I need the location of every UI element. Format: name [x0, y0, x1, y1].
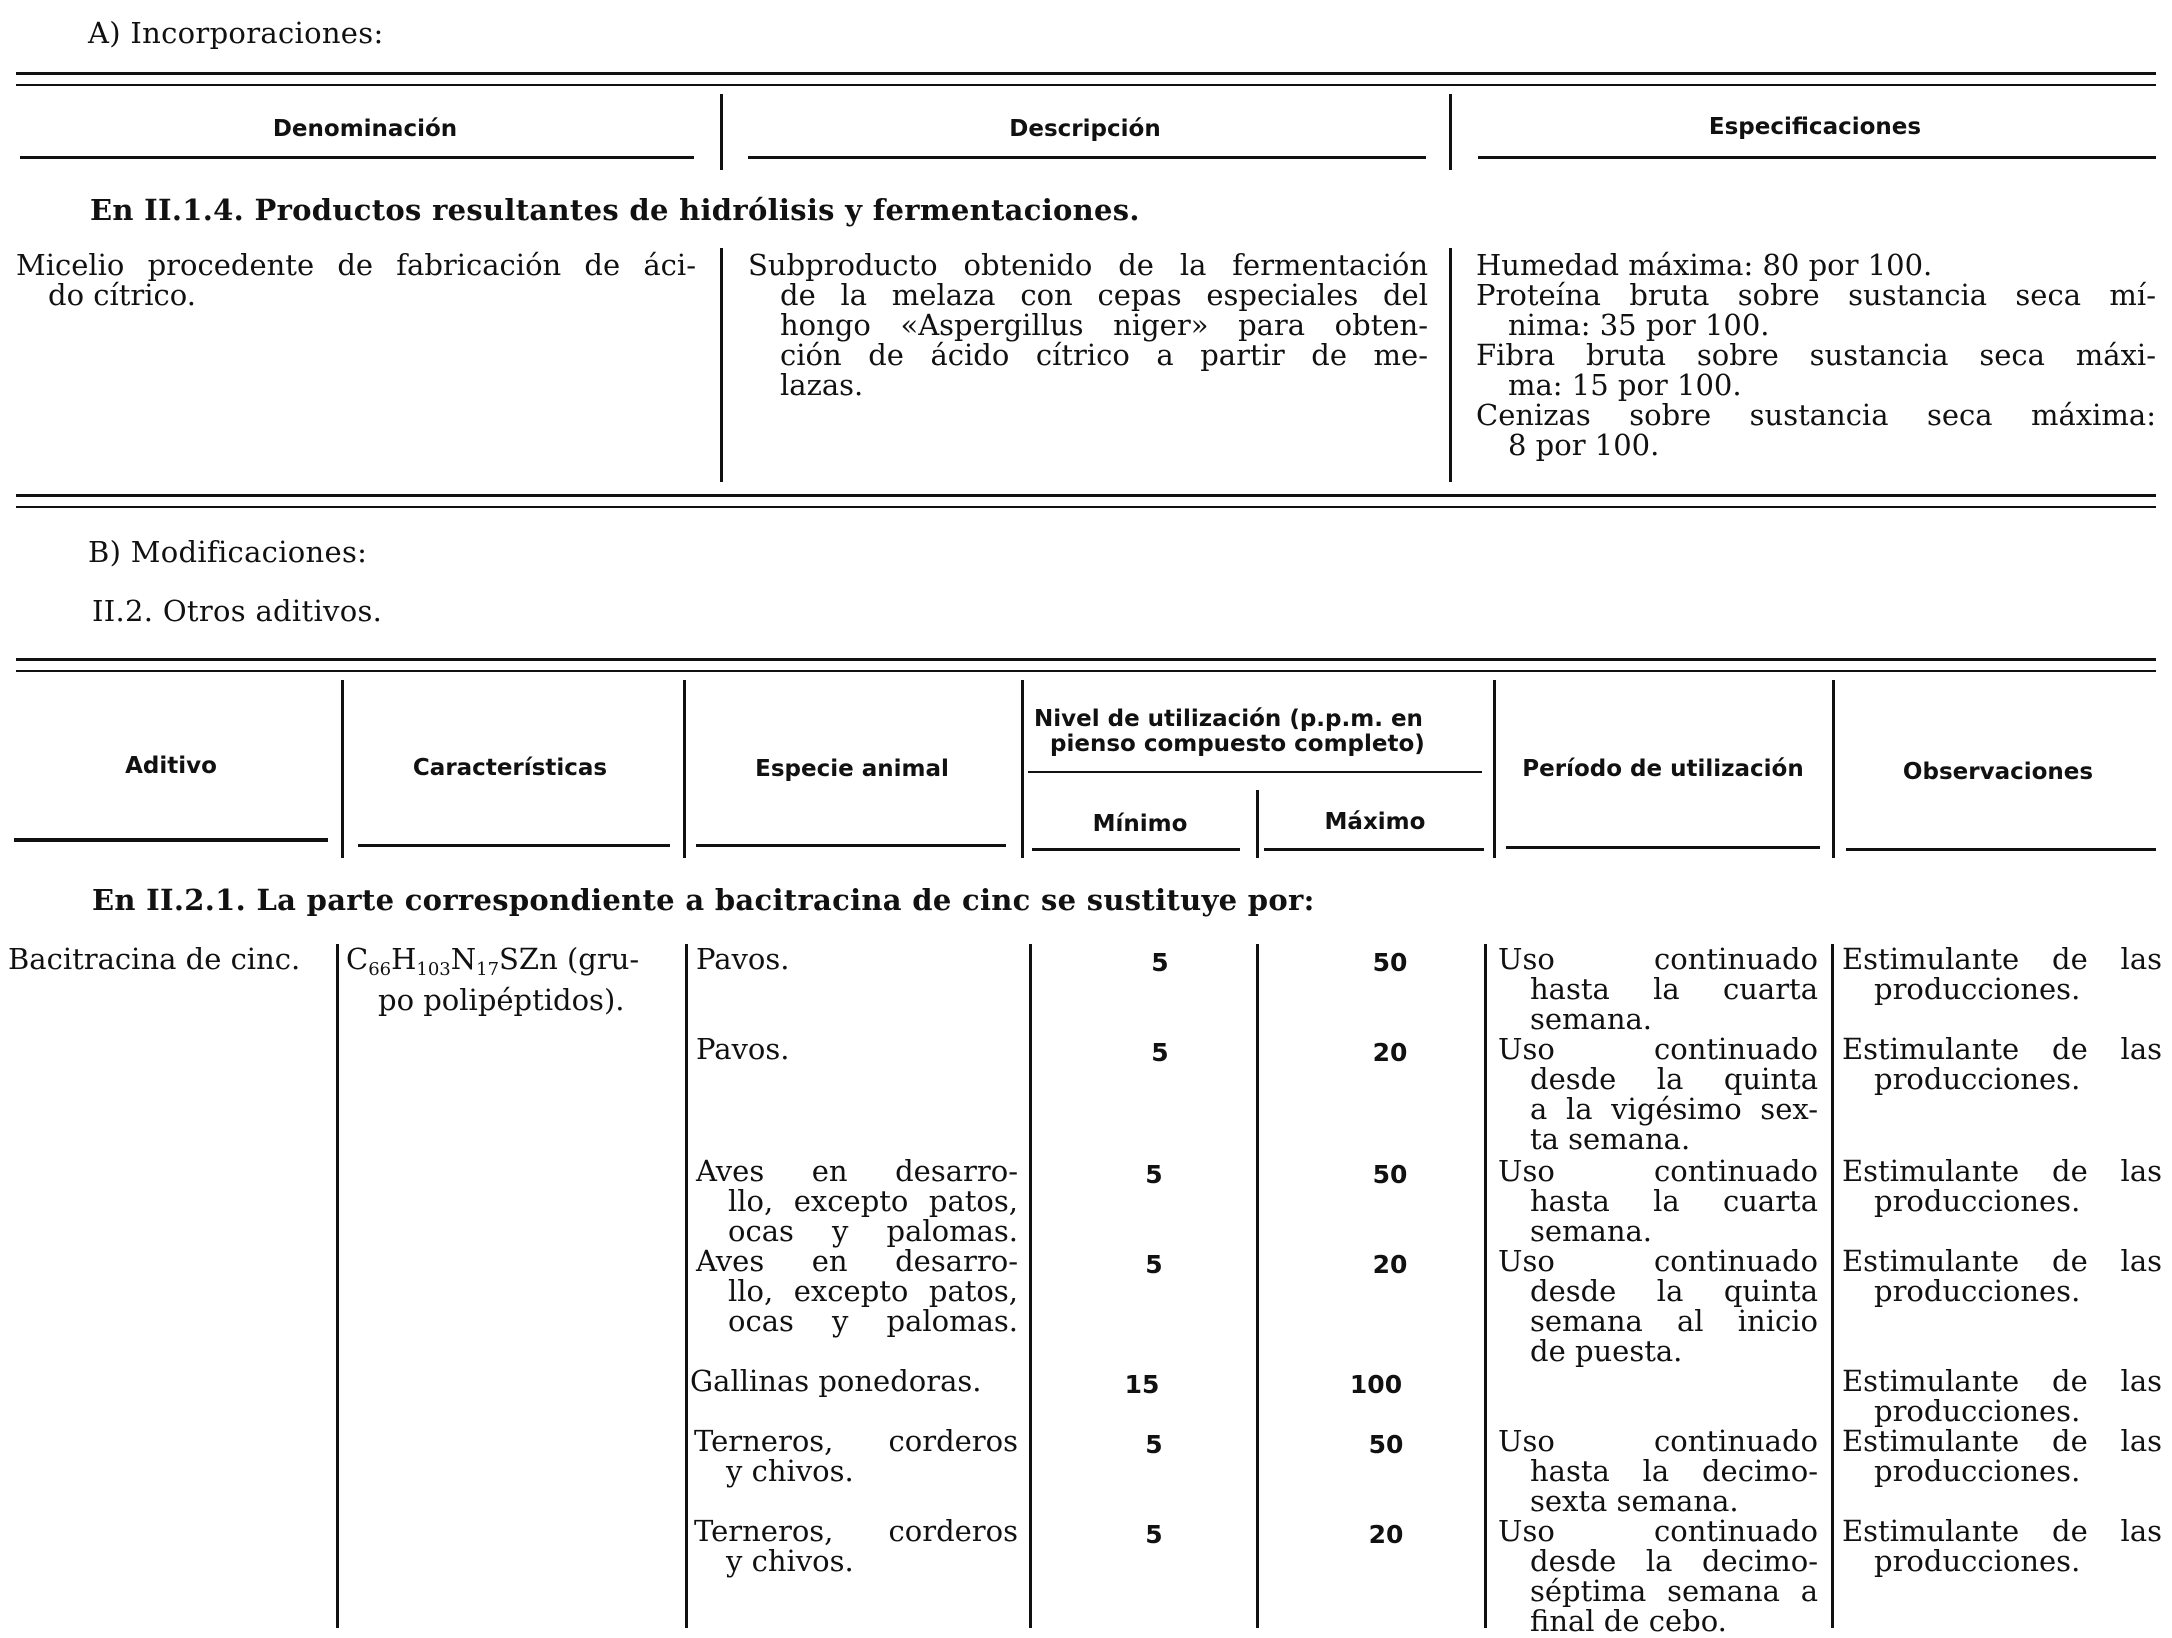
rule-a-head-3 [1478, 156, 2156, 159]
text-line: a la vigésimo sex- [1530, 1092, 1818, 1126]
row5-especie [690, 1366, 1018, 1396]
cell-denominacion [16, 250, 696, 310]
text-line: producciones. [1874, 1454, 2081, 1488]
divider-b-h5 [1493, 680, 1496, 858]
header-maximo: Máximo [1324, 809, 1426, 835]
text-line: de la melaza con cepas especiales del [780, 278, 1428, 312]
row7-periodo [1498, 1516, 1818, 1636]
rule-b-top-1 [16, 658, 2156, 661]
text-line: Subproducto obtenido de la fermentación [748, 248, 1428, 282]
section-b-subsection: En II.2.1. La parte correspondiente a bacitracina de cinc se sustituye por: [92, 883, 1315, 917]
text-line: Bacitracina de cinc. [8, 942, 301, 976]
divider-b-h6 [1832, 680, 1835, 858]
rule-b-head-1 [14, 838, 328, 842]
text-line: do cítrico. [48, 278, 196, 312]
divider-b-b6 [1831, 944, 1834, 1628]
row2-especie [696, 1034, 1018, 1064]
formula-n-sub: 17 [476, 959, 500, 980]
row3-max: 50 [1372, 1160, 1408, 1189]
text-line: producciones. [1874, 1184, 2081, 1218]
text-line: ma: 15 por 100. [1508, 368, 1742, 402]
text-line: y chivos. [726, 1544, 854, 1578]
text-line: semana al inicio [1530, 1304, 1818, 1338]
formula-n: N [450, 942, 477, 976]
row6-min: 5 [1145, 1430, 1163, 1459]
text-line: Estimulante de las [1842, 1514, 2162, 1548]
rule-b-head-5 [1264, 848, 1484, 851]
header-especie: Especie animal [755, 756, 949, 782]
divider-b-b4 [1256, 944, 1259, 1628]
row1-especie [696, 944, 1018, 974]
text-line: séptima semana a [1530, 1574, 1818, 1608]
text-line: po polipéptidos). [378, 983, 625, 1017]
text-line: de puesta. [1530, 1334, 1683, 1368]
row6-periodo [1498, 1426, 1818, 1516]
text-line: Uso continuado [1498, 1032, 1818, 1066]
text-line: Estimulante de las [1842, 1032, 2162, 1066]
cell-especificaciones [1476, 250, 2156, 460]
row4-max: 20 [1372, 1250, 1408, 1279]
header-periodo: Período de utilización [1522, 756, 1804, 782]
row5-max: 100 [1349, 1370, 1403, 1399]
text-line: producciones. [1874, 1544, 2081, 1578]
text-line: Estimulante de las [1842, 1424, 2162, 1458]
row1-max: 50 [1372, 948, 1408, 977]
text-line: producciones. [1874, 1394, 2081, 1428]
header-caracteristicas: Características [412, 755, 608, 781]
cell-aditivo [8, 944, 338, 974]
header-minimo: Mínimo [1092, 811, 1188, 837]
divider-a-h1 [720, 94, 723, 170]
rule-a-head-2 [748, 156, 1426, 159]
cell-descripcion [748, 250, 1428, 400]
text-line: nima: 35 por 100. [1508, 308, 1770, 342]
rule-b-head-3 [696, 844, 1006, 847]
row4-obs [1842, 1246, 2162, 1306]
section-a-title: A) Incorporaciones: [88, 16, 384, 50]
rule-b-head-6 [1506, 846, 1820, 849]
text-line: sexta semana. [1530, 1484, 1739, 1518]
divider-b-h2 [683, 680, 686, 858]
divider-b-b3 [1029, 944, 1032, 1628]
row1-obs [1842, 944, 2162, 1004]
rule-b-head-7 [1846, 848, 2156, 851]
header-especificaciones: Especificaciones [1708, 114, 1922, 140]
row7-especie [694, 1516, 1018, 1576]
text-line: Estimulante de las [1842, 1154, 2162, 1188]
divider-b-b1 [336, 944, 339, 1628]
row6-max: 50 [1368, 1430, 1404, 1459]
divider-b-b2 [685, 944, 688, 1628]
text-line: producciones. [1874, 1274, 2081, 1308]
row2-periodo [1498, 1034, 1818, 1154]
row3-periodo [1498, 1156, 1818, 1246]
text-line: Uso continuado [1498, 1424, 1818, 1458]
rule-a-bottom-2 [16, 506, 2156, 508]
rule-a-bottom-1 [16, 494, 2156, 497]
text-line: Cenizas sobre sustancia seca máxima: [1476, 398, 2156, 432]
header-aditivo: Aditivo [125, 753, 217, 779]
text-line: Uso continuado [1498, 1514, 1818, 1548]
text-line: hasta la decimo- [1530, 1454, 1818, 1488]
row6-especie [694, 1426, 1018, 1486]
header-descripcion: Descripción [1009, 116, 1161, 142]
text-line: llo, excepto patos, [728, 1184, 1018, 1218]
row2-obs [1842, 1034, 2162, 1094]
text-line: y chivos. [726, 1454, 854, 1488]
text-line: desde la decimo- [1530, 1544, 1818, 1578]
divider-b-h3 [1021, 680, 1024, 858]
rule-b-head-4 [1032, 848, 1240, 851]
text-line: Estimulante de las [1842, 942, 2162, 976]
divider-b-b5 [1484, 944, 1487, 1628]
formula-h: H [391, 942, 417, 976]
text-line: Pavos. [696, 942, 790, 976]
text-line: hasta la cuarta [1530, 972, 1818, 1006]
rule-b-top-2 [16, 670, 2156, 672]
text-line: Uso continuado [1498, 942, 1818, 976]
text-line: Uso continuado [1498, 1244, 1818, 1278]
formula-rest: SZn (gru- [499, 942, 640, 976]
header-nivel-line2: pienso compuesto completo) [1050, 731, 1425, 757]
rule-nivel-split [1028, 771, 1482, 773]
rule-b-head-2 [358, 844, 670, 847]
rule-a-top-1 [16, 72, 2156, 75]
text-line: Micelio procedente de fabricación de áci- [16, 248, 696, 282]
rule-a-top-2 [16, 84, 2156, 86]
text-line: hasta la cuarta [1530, 1184, 1818, 1218]
header-nivel-line1: Nivel de utilización (p.p.m. en [1034, 706, 1423, 732]
text-line: Fibra bruta sobre sustancia seca máxi- [1476, 338, 2156, 372]
text-line: ta semana. [1530, 1122, 1691, 1156]
text-line: semana. [1530, 1002, 1653, 1036]
header-observaciones: Observaciones [1902, 759, 2094, 785]
text-line: Aves en desarro- [696, 1154, 1018, 1188]
text-line: llo, excepto patos, [728, 1274, 1018, 1308]
text-line: producciones. [1874, 1062, 2081, 1096]
rule-a-head-1 [20, 156, 694, 159]
cell-caracteristicas [346, 944, 686, 1015]
divider-b-h1 [341, 680, 344, 858]
row3-especie [696, 1156, 1018, 1246]
text-line: Gallinas ponedoras. [690, 1364, 982, 1398]
row7-max: 20 [1368, 1520, 1404, 1549]
text-line: semana. [1530, 1214, 1653, 1248]
text-line: producciones. [1874, 972, 2081, 1006]
divider-a-b2 [1449, 248, 1452, 482]
text-line: Humedad máxima: 80 por 100. [1476, 248, 1933, 282]
text-line: desde la quinta [1530, 1062, 1818, 1096]
text-line: Estimulante de las [1842, 1244, 2162, 1278]
text-line: lazas. [780, 368, 864, 402]
divider-b-h4 [1256, 790, 1259, 858]
row1-min: 5 [1151, 948, 1169, 977]
formula-h-sub: 103 [416, 959, 451, 980]
text-line: desde la quinta [1530, 1274, 1818, 1308]
section-b-subtitle: II.2. Otros aditivos. [92, 594, 383, 628]
formula [346, 944, 686, 985]
row4-periodo [1498, 1246, 1818, 1366]
text-line: final de cebo. [1530, 1604, 1727, 1638]
text-line: Pavos. [696, 1032, 790, 1066]
text-line: ocas y palomas. [728, 1304, 1018, 1338]
text-line: Proteína bruta sobre sustancia seca mí- [1476, 278, 2156, 312]
text-line: 8 por 100. [1508, 428, 1660, 462]
text-line: Uso continuado [1498, 1154, 1818, 1188]
row4-min: 5 [1145, 1250, 1163, 1279]
row1-periodo [1498, 944, 1818, 1034]
text-line: Aves en desarro- [696, 1244, 1018, 1278]
header-denominacion: Denominación [272, 116, 458, 142]
row7-obs [1842, 1516, 2162, 1576]
row5-min: 15 [1124, 1370, 1160, 1399]
row3-min: 5 [1145, 1160, 1163, 1189]
text-line: ción de ácido cítrico a partir de me- [780, 338, 1428, 372]
row2-min: 5 [1151, 1038, 1169, 1067]
text-line: hongo «Aspergillus niger» para obten- [780, 308, 1428, 342]
row3-obs [1842, 1156, 2162, 1216]
row4-especie [696, 1246, 1018, 1336]
divider-a-h2 [1449, 94, 1452, 170]
row5-obs [1842, 1366, 2162, 1426]
section-b-title: B) Modificaciones: [88, 535, 368, 569]
text-line: ocas y palomas. [728, 1214, 1018, 1248]
row7-min: 5 [1145, 1520, 1163, 1549]
row6-obs [1842, 1426, 2162, 1486]
row2-max: 20 [1372, 1038, 1408, 1067]
formula-c-sub: 66 [368, 959, 392, 980]
section-a-subsection: En II.1.4. Productos resultantes de hidrólisis y fermentaciones. [90, 193, 1140, 227]
text-line: Terneros, corderos [694, 1514, 1018, 1548]
text-line: Terneros, corderos [694, 1424, 1018, 1458]
divider-a-b1 [720, 248, 723, 482]
formula-c: C [346, 942, 369, 976]
text-line: Estimulante de las [1842, 1364, 2162, 1398]
